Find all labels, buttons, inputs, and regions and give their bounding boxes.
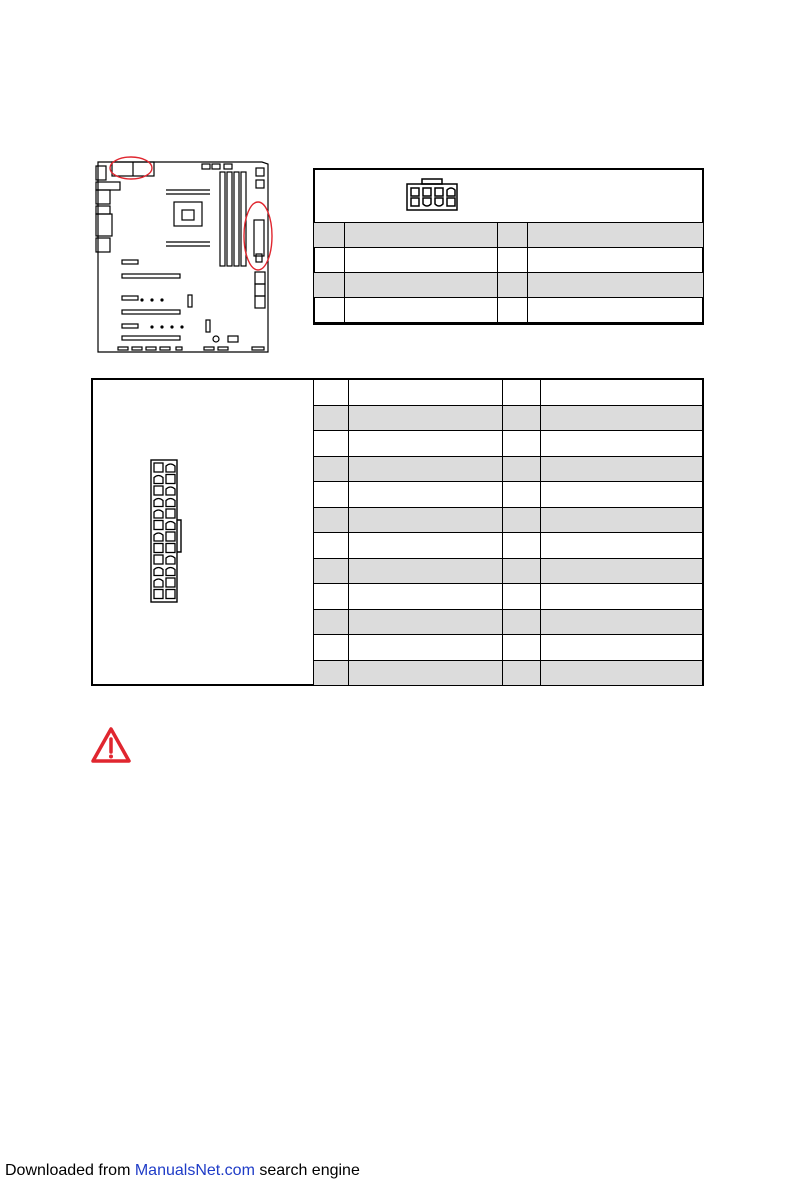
atx-pin-cell [502, 635, 541, 661]
atx-pin-cell [348, 507, 502, 533]
cpu-pin-cell [314, 273, 345, 298]
connector-pin [154, 499, 163, 507]
atx-pin-row [314, 456, 703, 482]
atx-pin-cell [502, 558, 541, 584]
atx-pin-cell [502, 431, 541, 457]
cpu-pin-cell [344, 273, 497, 298]
connector-pin [166, 578, 175, 587]
atx-pin-cell [502, 482, 541, 508]
atx-pin-cell [502, 507, 541, 533]
connector-pin [154, 463, 163, 472]
cpu-pin-cell [528, 248, 704, 273]
cpu-pin-cell [497, 273, 528, 298]
motherboard-diagram [92, 150, 292, 360]
atx-pin-cell [502, 660, 541, 686]
atx-pin-cell [502, 533, 541, 559]
atx-pin-cell [348, 431, 502, 457]
connector-pin [154, 533, 163, 541]
atx-pin-cell [314, 456, 349, 482]
connector-pin [154, 579, 163, 587]
connector-pin [154, 510, 163, 518]
cpu-pin-row [314, 273, 704, 298]
connector-pin [154, 521, 163, 530]
connector-pin [166, 475, 175, 484]
atx-pin-cell [541, 635, 703, 661]
cpu-pin-row [314, 223, 704, 248]
atx-pin-cell [314, 431, 349, 457]
atx-pin-cell [314, 507, 349, 533]
8pin-connector-icon [404, 178, 460, 214]
atx-pin-cell [541, 660, 703, 686]
atx-pin-cell [348, 405, 502, 431]
dimm-slot [220, 172, 225, 266]
atx-pin-cell [314, 584, 349, 610]
atx-pin-cell [348, 660, 502, 686]
atx-pin-cell [314, 405, 349, 431]
connector-pin [154, 590, 163, 599]
atx-pin-row [314, 635, 703, 661]
connector-pin [166, 522, 175, 530]
atx-pin-cell [502, 405, 541, 431]
connector-pin [166, 568, 175, 576]
atx-pin-cell [541, 380, 703, 406]
connector-pin [166, 487, 175, 495]
cpu-pin-cell [528, 273, 704, 298]
atx-pin-row [314, 507, 703, 533]
connector-pin [166, 532, 175, 541]
cpu-pin-row [314, 248, 704, 273]
cpu-socket [174, 202, 202, 226]
atx-pin-cell [314, 533, 349, 559]
atx-pin-cell [502, 380, 541, 406]
warning-triangle-icon [90, 726, 132, 764]
atx-pin-cell [348, 558, 502, 584]
footer-link[interactable]: ManualsNet.com [134, 1162, 255, 1179]
atx-pin-cell [314, 609, 349, 635]
atx-pin-cell [541, 507, 703, 533]
atx-pin-cell [314, 482, 349, 508]
atx-pin-cell [502, 584, 541, 610]
connector-pin [166, 556, 175, 564]
atx-pin-cell [314, 558, 349, 584]
connector-pin [166, 464, 175, 472]
atx-pin-cell [348, 533, 502, 559]
footer [5, 1162, 360, 1180]
cpu-power-pin-table [313, 222, 704, 323]
connector-pin [166, 499, 175, 507]
connector-pin [154, 544, 163, 553]
atx-pin-row [314, 405, 703, 431]
atx-power-pin-table [313, 379, 703, 686]
cpu-pin-cell [314, 298, 345, 323]
atx-pin-cell [541, 431, 703, 457]
24pin-connector-icon [148, 458, 184, 606]
cpu-pin-cell [314, 248, 345, 273]
connector-pin [154, 555, 163, 564]
cpu-pin-row [314, 298, 704, 323]
atx-pin-cell [348, 380, 502, 406]
atx-pin-cell [348, 635, 502, 661]
footer-prefix: Downloaded from [5, 1162, 135, 1179]
atx-pin-cell [502, 609, 541, 635]
atx-pin-cell [314, 635, 349, 661]
footer-suffix: search engine [254, 1162, 360, 1179]
atx-pin-cell [348, 456, 502, 482]
atx-pin-cell [541, 482, 703, 508]
cpu-pin-cell [344, 248, 497, 273]
connector-pin [166, 509, 175, 518]
atx-pin-row [314, 431, 703, 457]
connector-pin [154, 568, 163, 576]
atx-pin-row [314, 380, 703, 406]
cpu-pin-cell [344, 298, 497, 323]
atx-pin-cell [314, 380, 349, 406]
atx-pin-cell [502, 456, 541, 482]
cpu-pin-cell [528, 298, 704, 323]
atx-pin-row [314, 558, 703, 584]
cpu-pin-cell [314, 223, 345, 248]
cpu-pin-cell [497, 248, 528, 273]
connector-pin [166, 544, 175, 553]
atx-pin-cell [348, 482, 502, 508]
atx-pin-row [314, 533, 703, 559]
connector-pin [166, 590, 175, 599]
atx-pin-cell [348, 584, 502, 610]
atx-pin-row [314, 482, 703, 508]
atx-pin-row [314, 584, 703, 610]
atx-pin-row [314, 609, 703, 635]
atx-pin-cell [348, 609, 502, 635]
atx-pin-cell [314, 660, 349, 686]
atx-pin-cell [541, 584, 703, 610]
connector-pin [154, 476, 163, 484]
cpu-pin-cell [528, 223, 704, 248]
atx-pin-cell [541, 405, 703, 431]
connector-pin [154, 486, 163, 495]
atx-pin-cell [541, 558, 703, 584]
cpu-pin-cell [344, 223, 497, 248]
atx-pin-cell [541, 456, 703, 482]
atx-pin-cell [541, 533, 703, 559]
atx-pin-cell [541, 609, 703, 635]
cpu-pin-cell [497, 223, 528, 248]
cpu-pin-cell [497, 298, 528, 323]
atx-pin-row [314, 660, 703, 686]
